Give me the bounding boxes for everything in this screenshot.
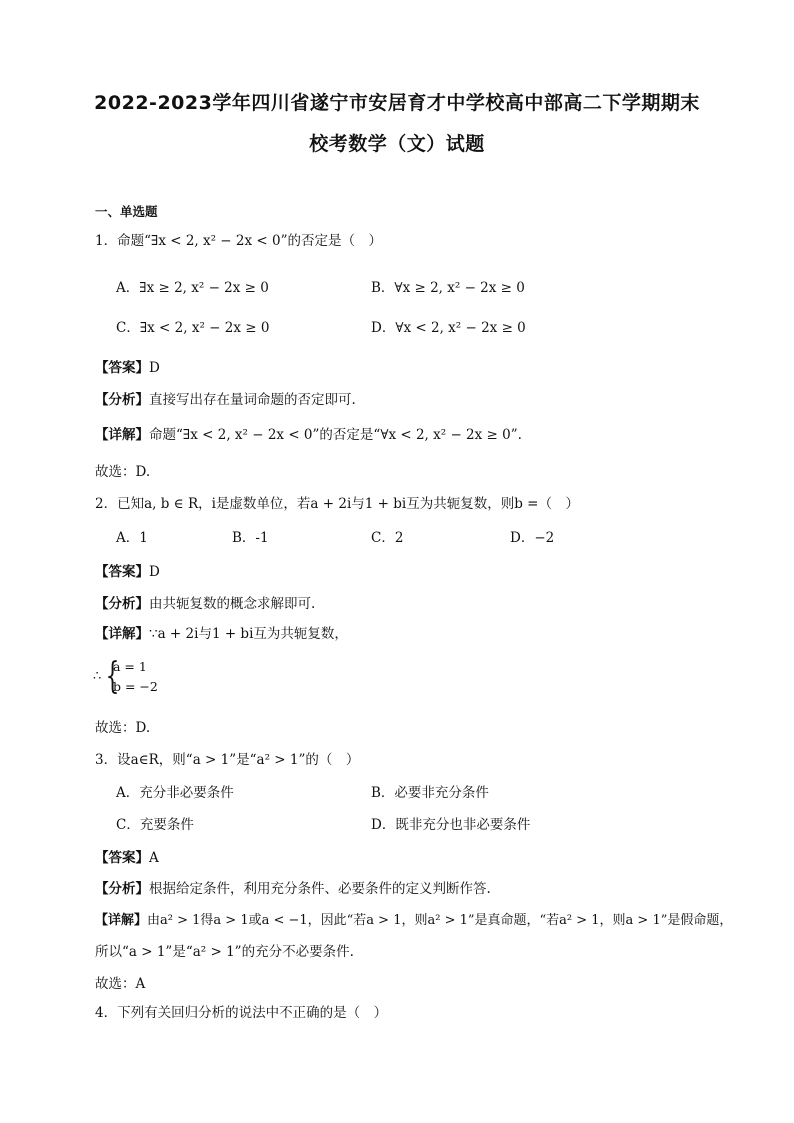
question-3-stem: 3．设a∈R，则“a > 1”是“a² > 1”的（ ） [95,752,360,768]
left-brace: { [105,656,120,697]
question-3-choose: 故选：A [95,976,146,992]
analysis-tag: 【分析】 [95,881,149,897]
detail-tag: 【详解】 [95,913,148,928]
equation-a: a = 1 [113,659,147,674]
question-2-analysis [95,594,315,614]
question-3-detail-continued: 所以“a > 1”是“a² > 1”的充分不必要条件. [95,944,354,960]
answer-tag: 【答案】 [95,850,149,866]
document-title-line-1: 2022-2023学年四川省遂宁市安居育才中学校高中部高二下学期期末 [94,92,700,114]
question-1-option-c: C．∃x < 2, x² − 2x ≥ 0 [116,320,270,336]
question-1-choose: 故选：D. [95,464,151,480]
analysis-tag: 【分析】 [95,596,149,612]
question-1-analysis [95,390,356,410]
question-2-answer [95,562,160,582]
detail-tag: 【详解】 [95,427,149,443]
question-2-detail [95,624,348,644]
question-1-option-a: A．∃x ≥ 2, x² − 2x ≥ 0 [116,280,269,296]
therefore-symbol: ∴ [93,669,102,684]
detail-text: 由a² > 1得a > 1或a < −1，因此“若a > 1，则a² > 1”是真命题，“若a² > 1，则a > 1”是假命题， [147,913,733,928]
analysis-text: 由共轭复数的概念求解即可. [149,596,316,612]
question-3-analysis [95,879,491,899]
question-1-stem: 1．命题“∃x < 2, x² − 2x < 0”的否定是（ ） [95,233,382,249]
answer-tag: 【答案】 [95,360,149,376]
answer-tag: 【答案】 [95,564,149,580]
equation-b: b = −2 [113,679,158,694]
question-1-option-b: B．∀x ≥ 2, x² − 2x ≥ 0 [371,280,525,296]
question-1-option-d: D．∀x < 2, x² − 2x ≥ 0 [371,320,526,336]
question-1-detail [95,425,522,445]
question-2-option-b: B．-1 [232,530,269,546]
question-2-option-c: C．2 [371,530,404,546]
section-heading: 一、单选题 [95,204,158,219]
detail-tag: 【详解】 [95,626,149,642]
question-3-option-a: A．充分非必要条件 [116,785,234,801]
question-3-detail [95,911,732,931]
question-2-option-a: A．1 [116,530,148,546]
question-1-answer [95,358,160,378]
analysis-text: 直接写出存在量词命题的否定即可. [149,392,356,408]
answer-value: D [149,564,160,580]
answer-value: A [149,850,159,866]
question-2-option-d: D．−2 [510,530,555,546]
analysis-text: 根据给定条件，利用充分条件、必要条件的定义判断作答. [149,881,491,897]
detail-text: ∵a + 2i与1 + bi互为共轭复数， [149,626,348,642]
analysis-tag: 【分析】 [95,392,149,408]
question-2-choose: 故选：D. [95,720,151,736]
question-3-option-b: B．必要非充分条件 [371,785,489,801]
answer-value: D [149,360,160,376]
question-2-stem: 2．已知a, b ∈ R，i是虚数单位，若a + 2i与1 + bi互为共轭复数，则b =（ ） [95,496,579,512]
detail-text: 命题“∃x < 2, x² − 2x < 0”的否定是“∀x < 2, x² − 2x ≥ 0”. [149,427,522,443]
document-title-line-2: 校考数学（文）试题 [309,133,485,155]
question-3-option-c: C．充要条件 [116,817,194,833]
question-3-option-d: D．既非充分也非必要条件 [371,817,531,833]
question-3-answer [95,848,159,868]
question-4-stem: 4．下列有关回归分析的说法中不正确的是（ ） [95,1005,388,1021]
